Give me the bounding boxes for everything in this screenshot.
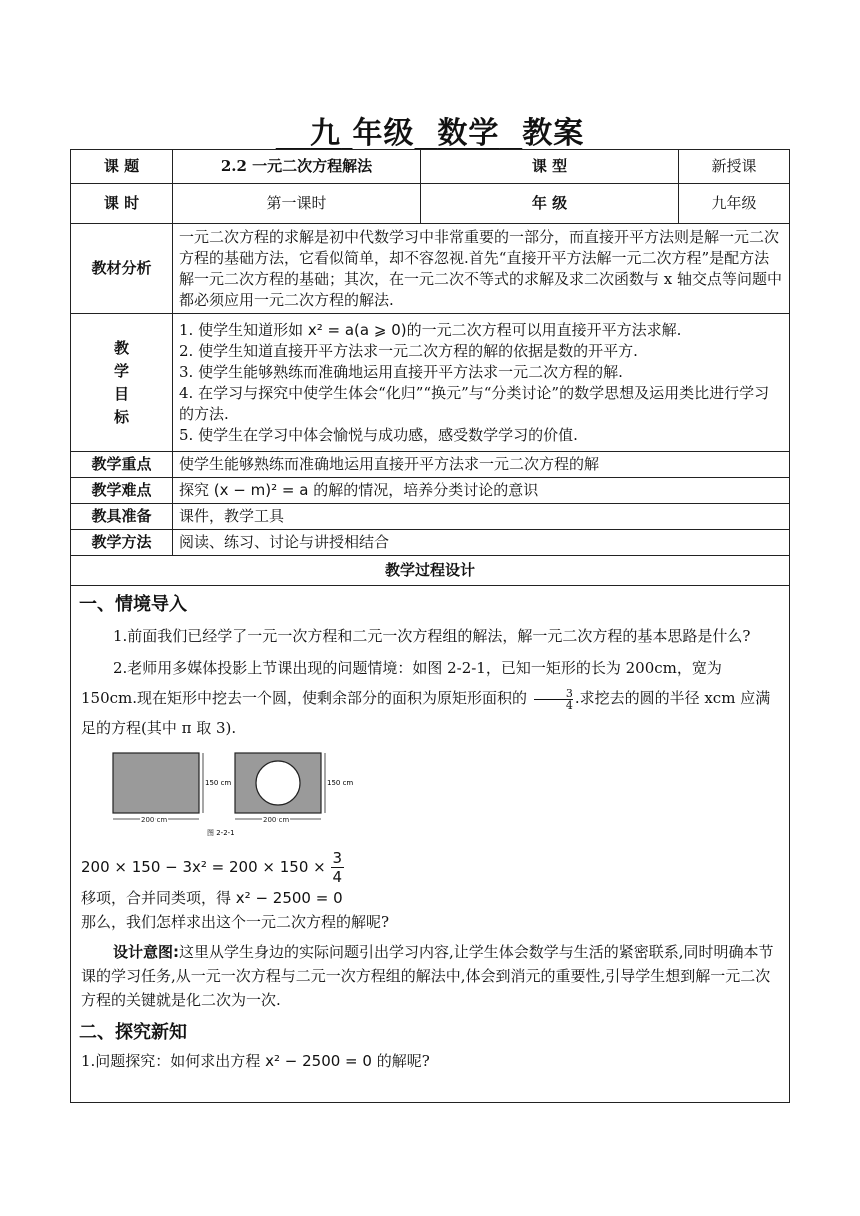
design-intent-text: 这里从学生身边的实际问题引出学习内容,让学生体会数学与生活的紧密联系,同时明确本节课的学习任务,从一元一次方程与二元一次方程组的解法中,体会到消元的重要性,引导学生想到解一元二次方程的关键就是化二次为一次. xyxy=(81,943,774,1009)
analysis-label: 教材分析 xyxy=(71,224,173,314)
goal-item-2: 2. 使学生知道直接开平方法求一元二次方程的解的依据是数的开平方. xyxy=(179,341,638,360)
row-topic xyxy=(71,150,790,184)
section2-equation: x² − 2500 = 0 xyxy=(265,1052,372,1070)
row-method xyxy=(71,530,790,556)
left-height-label: 150 cm xyxy=(205,779,232,787)
section1-heading: 一、情境导入 xyxy=(79,594,187,615)
lesson-plan-table xyxy=(70,149,790,1103)
tools-text: 课件，教学工具 xyxy=(173,504,790,530)
rectangle-figure-svg xyxy=(107,749,357,839)
row-tools xyxy=(71,504,790,530)
simplify-line: 移项，合并同类项，得 x² − 2500 = 0 xyxy=(81,889,343,907)
goal-item-4: 4. 在学习与探究中使学生体会“化归”“换元”与“分类讨论”的数学思想及运用类比进行学习的方法. xyxy=(179,383,770,423)
right-height-label: 150 cm xyxy=(327,779,354,787)
title-doc-type: 教案 xyxy=(522,116,585,151)
cut-out-circle xyxy=(256,761,300,805)
period-value: 第一课时 xyxy=(173,184,421,224)
design-intent-label: 设计意图: xyxy=(113,943,179,961)
section2-question: 1.问题探究：如何求出方程 x² − 2500 = 0 的解呢? xyxy=(81,1052,430,1070)
goal-item-3: 3. 使学生能够熟练而准确地运用直接开平方法求一元二次方程的解. xyxy=(179,362,623,381)
left-width-label: 200 cm xyxy=(141,816,168,824)
type-value: 新授课 xyxy=(679,150,790,184)
fraction-three-quarters: $\frac{3}{4}$ xyxy=(534,688,573,711)
section1-paragraph-1: 1.前面我们已经学了一元一次方程和二元一次方程组的解法，解一元二次方程的基本思路是什么? xyxy=(113,627,751,645)
section1-paragraph-2: 2.老师用多媒体投影上节课出现的问题情境：如图 2-2-1，已知一矩形的长为 200cm，宽为 150cm.现在矩形中挖去一个圆，使剩余部分的面积为原矩形面积的 $\frac{3}{4}$ .求挖去的圆的半径 xcm 应满足的方程(其中 π 取 3). xyxy=(81,659,771,737)
period-label: 课 时 xyxy=(71,184,173,224)
topic-label: 课 题 xyxy=(71,150,173,184)
row-difficulty xyxy=(71,478,790,504)
simplified-equation: x² − 2500 = 0 xyxy=(235,889,343,907)
row-process-body xyxy=(71,586,790,1103)
right-width-label: 200 cm xyxy=(263,816,290,824)
question-line: 那么，我们怎样求出这个一元二次方程的解呢? xyxy=(81,913,390,931)
difficulty-text: 探究 (x − m)² = a 的解的情况，培养分类讨论的意识 xyxy=(173,478,790,504)
equation-area: 200 × 150 − 3x² = 200 × 150 × $\frac{3}{4}$ xyxy=(81,849,343,886)
difficulty-equation: (x − m)² = a xyxy=(213,481,309,499)
figure-rectangles xyxy=(107,749,783,845)
solid-rectangle xyxy=(113,753,199,813)
title-subject: 数学 xyxy=(437,116,500,151)
analysis-text: 一元二次方程的求解是初中代数学习中非常重要的一部分，而直接开平方法则是解一元二次方程的基础方法，它看似简单，却不容忽视.首先“直接开平方法解一元二次方程”是配方法解一元二次方程的基础；其次，在一元二次不等式的求解及求二次函数与 x 轴交点等问题中都必须应用一元二次方程的解法. xyxy=(173,224,790,314)
topic-value: 2.2 一元二次方程解法 xyxy=(173,150,421,184)
goal-item-1: 1. 使学生知道形如 x² = a(a ⩾ 0)的一元二次方程可以用直接开平方法求解. xyxy=(179,320,682,339)
method-label: 教学方法 xyxy=(71,530,173,556)
equation-fraction: $\frac{3}{4}$ xyxy=(332,849,343,886)
goal-item-1-equation: x² = a(a ⩾ 0) xyxy=(307,320,407,339)
tools-label: 教具准备 xyxy=(71,504,173,530)
title-grade: 九 xyxy=(310,116,342,151)
row-process-heading xyxy=(71,556,790,586)
row-key-points xyxy=(71,452,790,478)
design-intent xyxy=(81,940,779,1012)
grade-label: 年 级 xyxy=(421,184,679,224)
page-title xyxy=(0,108,860,152)
process-body xyxy=(71,586,790,1103)
row-analysis xyxy=(71,224,790,314)
figure-caption: 图 2-2-1 xyxy=(207,829,235,837)
method-text: 阅读、练习、讨论与讲授相结合 xyxy=(173,530,790,556)
difficulty-label: 教学难点 xyxy=(71,478,173,504)
process-heading: 教学过程设计 xyxy=(71,556,790,586)
title-grade-word: 年级 xyxy=(352,116,415,151)
row-goals xyxy=(71,314,790,452)
key-points-label: 教学重点 xyxy=(71,452,173,478)
key-points-text: 使学生能够熟练而准确地运用直接开平方法求一元二次方程的解 xyxy=(173,452,790,478)
goals-label: 教 学 目 标 xyxy=(71,314,173,452)
goals-list xyxy=(173,314,790,452)
row-period xyxy=(71,184,790,224)
goal-item-5: 5. 使学生在学习中体会愉悦与成功感，感受数学学习的价值. xyxy=(179,425,578,444)
section2-heading: 二、探究新知 xyxy=(79,1022,187,1043)
grade-value: 九年级 xyxy=(679,184,790,224)
type-label: 课 型 xyxy=(421,150,679,184)
